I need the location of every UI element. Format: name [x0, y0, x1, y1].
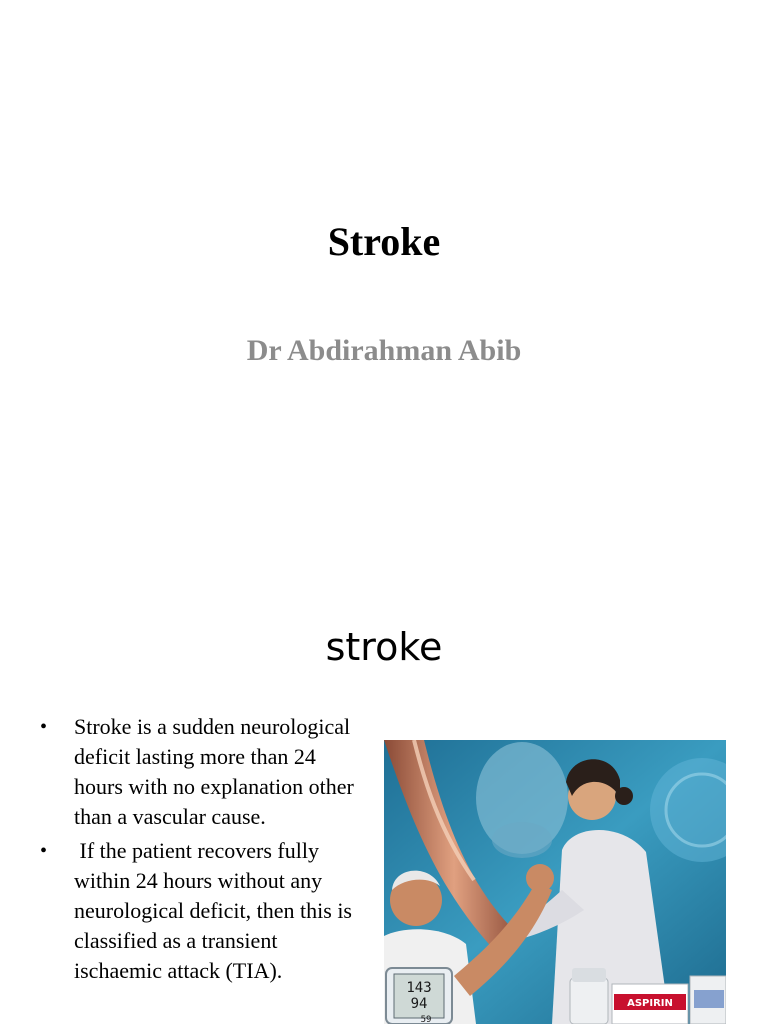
bullet-marker: • [40, 716, 48, 738]
slide-author: Dr Abdirahman Abib [246, 334, 522, 367]
bullet-text: If the patient recovers fully within 24 hours without any neurological deficit, then this is classified as a transient ischaemic attack (TIA). [74, 838, 358, 983]
slide-title: Stroke [327, 219, 441, 264]
bp-diastolic: 94 [410, 996, 428, 1012]
bp-systolic: 143 [406, 980, 432, 996]
aspirin-label: ASPIRIN [627, 998, 673, 1009]
slide-heading: stroke [325, 625, 443, 669]
bp-pulse: 59 [420, 1015, 432, 1024]
illustration-svg [384, 740, 726, 1024]
bullet-item [40, 712, 370, 832]
bullet-text: Stroke is a sudden neurological deficit lasting more than 24 hours with no explanation other than a vascular cause. [74, 714, 354, 829]
stroke-illustration [384, 740, 726, 1024]
content-slide [0, 512, 768, 1024]
pill-bottle-small [570, 978, 608, 1024]
bullet-list [40, 712, 370, 990]
bullet-marker: • [40, 840, 48, 862]
bullet-item [40, 836, 370, 986]
